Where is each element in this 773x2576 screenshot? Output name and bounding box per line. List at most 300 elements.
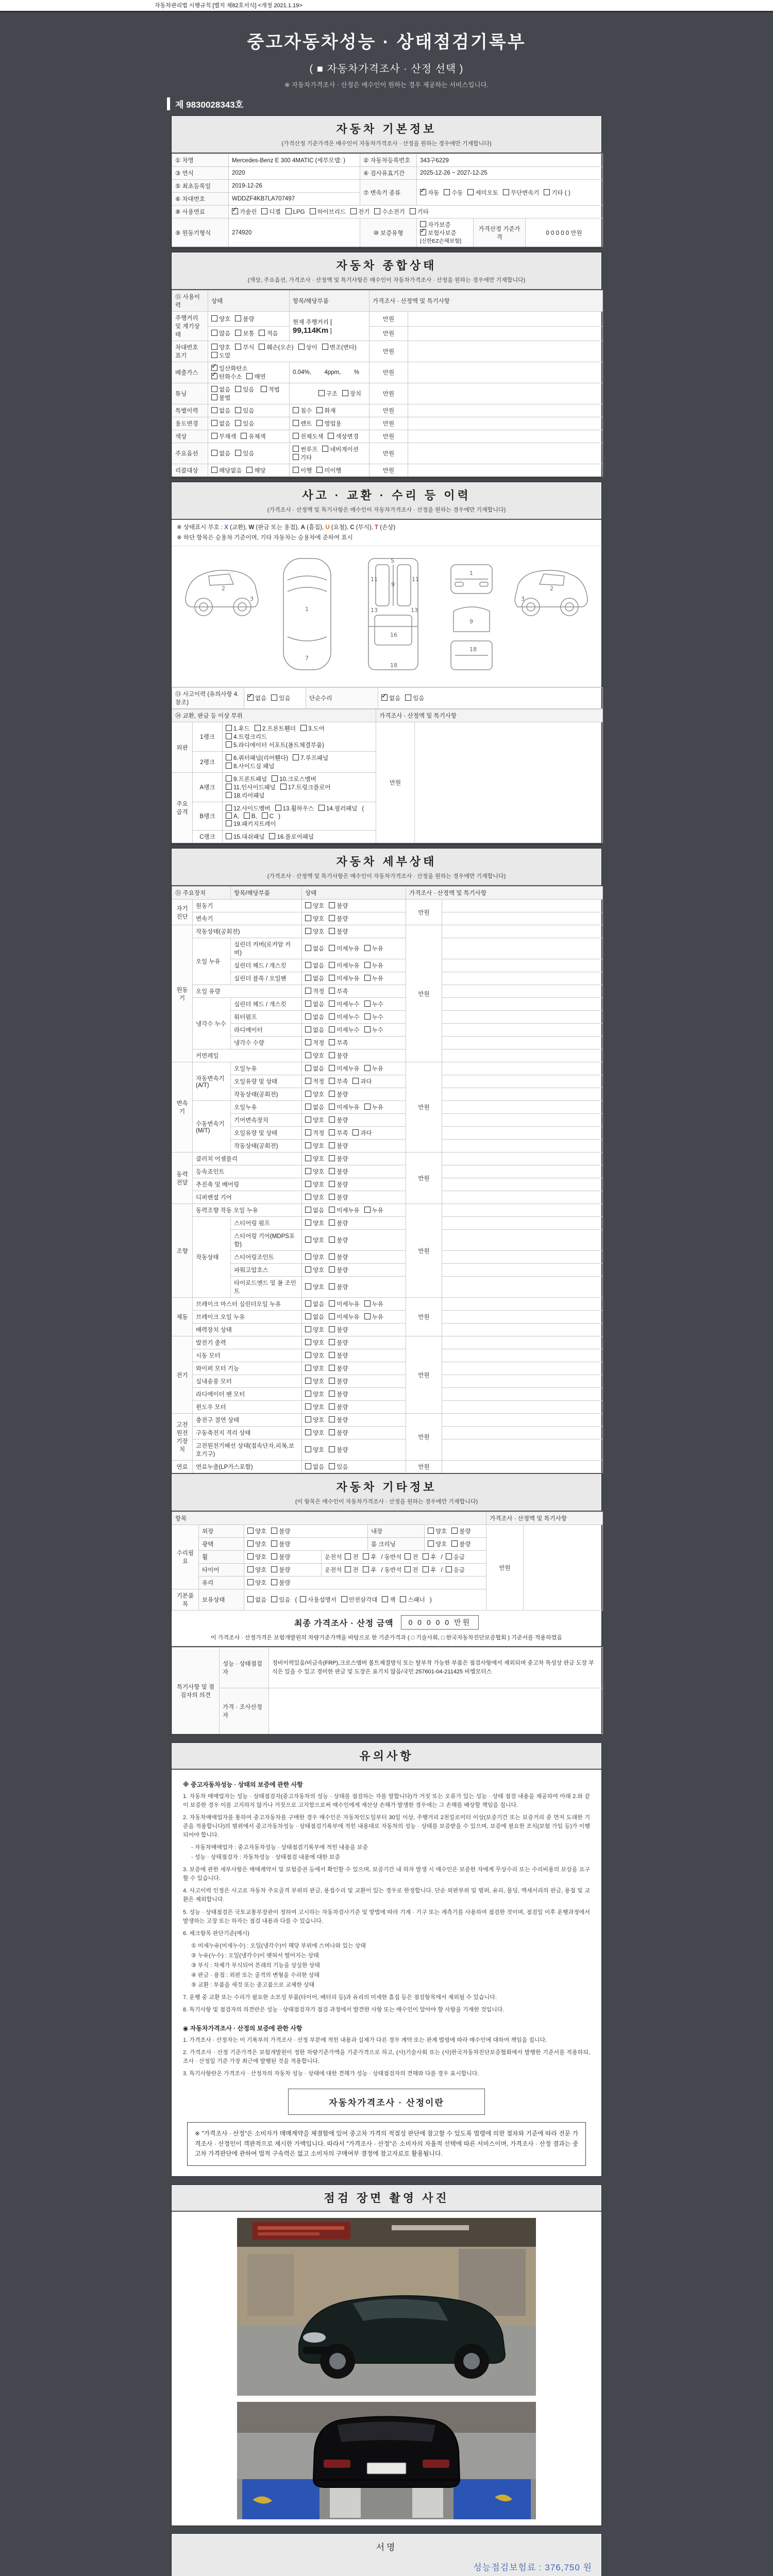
state-options: [302, 1140, 406, 1153]
diagram-number: 5: [391, 557, 394, 564]
option-label: 14.필러패널: [326, 806, 358, 812]
checkbox[interactable]: [305, 1313, 311, 1319]
checkbox[interactable]: [364, 1207, 371, 1213]
checkbox[interactable]: [329, 1065, 335, 1071]
checkbox[interactable]: [305, 1039, 311, 1045]
checkbox[interactable]: [305, 1253, 311, 1260]
checkbox[interactable]: [305, 1236, 311, 1243]
checkbox[interactable]: [405, 1553, 411, 1560]
option: [364, 1064, 383, 1073]
checkbox[interactable]: [305, 988, 311, 994]
checkbox[interactable]: [329, 928, 335, 934]
remark-blank: [442, 1165, 603, 1178]
option-label: 부족: [337, 1130, 348, 1137]
option-label: 있음: [243, 408, 255, 414]
notice-price-item: 3. 특기사항란은 가격조사 · 산정자의 자동차 성능 · 상태에 대한 견해가 성능 · 상태점검자의 견해와 다를 경우 표시합니다.: [183, 2071, 479, 2077]
checkbox[interactable]: [329, 1416, 335, 1422]
inspection-photo-rear: [237, 2402, 536, 2519]
color-label: 색상: [172, 430, 208, 443]
checkbox[interactable]: [329, 1339, 335, 1345]
checkbox[interactable]: [259, 344, 265, 350]
checkbox[interactable]: [235, 386, 241, 392]
checkbox[interactable]: [305, 915, 311, 921]
option-label: 불량: [279, 1580, 291, 1586]
checkbox[interactable]: [300, 1596, 306, 1602]
checkbox[interactable]: [446, 1553, 452, 1560]
checkbox[interactable]: [305, 1116, 311, 1123]
rank-parts-line: [226, 775, 373, 791]
table-row: [172, 417, 603, 430]
checkbox[interactable]: [329, 1078, 335, 1084]
item-label: 변속기: [193, 912, 302, 925]
checkbox[interactable]: [322, 446, 328, 452]
option: [305, 944, 324, 953]
accident-history-label: ⑬ 사고이력 (유의사항 4.참조): [172, 688, 244, 709]
checkbox[interactable]: [241, 433, 247, 439]
checkbox[interactable]: [305, 1266, 311, 1273]
section-photos-title: 점검 장면 촬영 사진: [324, 2191, 449, 2205]
signature-section: [171, 2533, 602, 2576]
checkbox[interactable]: [226, 812, 232, 819]
checkbox[interactable]: [305, 1013, 311, 1020]
checkbox[interactable]: [305, 1207, 311, 1213]
detail-row: [172, 1414, 603, 1427]
checkbox[interactable]: [247, 1596, 254, 1602]
checkbox[interactable]: [381, 694, 388, 701]
checkbox[interactable]: [329, 988, 335, 994]
checkbox[interactable]: [322, 344, 328, 350]
checkbox[interactable]: [305, 1078, 311, 1084]
part-label: 라디에이터: [231, 1024, 302, 1037]
checkbox[interactable]: [329, 1026, 335, 1032]
checkbox[interactable]: [247, 694, 254, 701]
section-accident-subtitle: (가격조사 · 산정액 및 특기사항은 매수인이 자동차가격조사 · 산정을 원하는 경우에만 기재합니다): [267, 507, 506, 513]
checkbox[interactable]: [226, 725, 232, 731]
checkbox[interactable]: [329, 1129, 335, 1136]
item-label: 클러치 어셈블리: [193, 1153, 302, 1165]
checkbox[interactable]: [305, 962, 311, 968]
col-state: 상태: [208, 291, 290, 312]
remark-blank: [442, 1264, 603, 1277]
checkbox[interactable]: [235, 450, 241, 456]
checkbox[interactable]: [305, 1446, 311, 1452]
checkbox[interactable]: [364, 1300, 371, 1307]
option-label: 미세누유: [337, 1208, 360, 1214]
recall-label: 리콜대상: [172, 464, 208, 478]
checkbox[interactable]: [305, 928, 311, 934]
option: [423, 1566, 436, 1574]
checkbox[interactable]: [293, 420, 299, 426]
checkbox[interactable]: [246, 467, 253, 473]
checkbox[interactable]: [444, 189, 450, 195]
checkbox[interactable]: [364, 1104, 371, 1110]
checkbox[interactable]: [451, 1528, 458, 1534]
checkbox[interactable]: [329, 975, 335, 981]
checkbox[interactable]: [271, 1540, 277, 1547]
checkbox[interactable]: [329, 1313, 335, 1319]
checkbox[interactable]: [271, 694, 277, 701]
checkbox[interactable]: [235, 407, 241, 413]
option: [352, 1077, 372, 1086]
checkbox[interactable]: [342, 390, 348, 396]
checkbox[interactable]: [329, 1300, 335, 1307]
checkbox[interactable]: [211, 467, 217, 473]
checkbox[interactable]: [329, 1181, 335, 1187]
checkbox[interactable]: [226, 784, 232, 790]
state-options: [302, 1427, 406, 1439]
checkbox[interactable]: [305, 1129, 311, 1136]
checkbox[interactable]: [329, 1142, 335, 1148]
checkbox[interactable]: [226, 775, 232, 782]
notice-subitem: ③ 부식 : 차체가 부식되어 본래의 기능을 상실한 상태: [191, 1962, 320, 1969]
checkbox[interactable]: [305, 1181, 311, 1187]
checkbox[interactable]: [305, 1283, 311, 1290]
checkbox[interactable]: [211, 407, 217, 413]
checkbox[interactable]: [329, 1352, 335, 1358]
remark-blank: [442, 1140, 603, 1153]
checkbox[interactable]: [293, 754, 299, 760]
checkbox[interactable]: [261, 386, 267, 392]
rank-parts: [223, 831, 376, 844]
item-label: 윈도우 모터: [193, 1401, 302, 1414]
option-label: 불량: [459, 1541, 471, 1548]
checkbox[interactable]: [271, 1528, 277, 1534]
checkbox[interactable]: [329, 1052, 335, 1058]
checkbox[interactable]: [271, 1579, 277, 1585]
checkbox[interactable]: [305, 1365, 311, 1371]
checkbox[interactable]: [428, 1540, 434, 1547]
checkbox[interactable]: [305, 1065, 311, 1071]
option: [305, 1390, 324, 1398]
checkbox[interactable]: [451, 1540, 458, 1547]
checkbox[interactable]: [269, 833, 275, 839]
item-label: 작동상태(공회전): [193, 925, 302, 938]
checkbox[interactable]: [363, 1566, 369, 1572]
col-item: 항목/해당부품: [290, 291, 369, 312]
checkbox[interactable]: [293, 433, 299, 439]
section-accident-history: [171, 482, 602, 844]
option-label: 불법: [219, 395, 231, 401]
checkbox[interactable]: [467, 189, 474, 195]
checkbox[interactable]: [364, 1001, 371, 1007]
option-label: 불량: [337, 916, 348, 922]
option-label: 적법: [268, 387, 280, 393]
checkbox[interactable]: [305, 1155, 311, 1161]
checkbox[interactable]: [328, 433, 334, 439]
checkbox[interactable]: [235, 315, 241, 321]
checkbox[interactable]: [329, 1403, 335, 1410]
checkbox[interactable]: [329, 1155, 335, 1161]
checkbox[interactable]: [305, 1026, 311, 1032]
checkbox[interactable]: [423, 1566, 429, 1572]
checkbox[interactable]: [246, 373, 253, 379]
checkbox[interactable]: [305, 1168, 311, 1174]
checkbox[interactable]: [544, 189, 550, 195]
checkbox[interactable]: [318, 390, 325, 396]
checkbox[interactable]: [226, 805, 232, 811]
checkbox[interactable]: [271, 1553, 277, 1560]
checkbox[interactable]: [329, 902, 335, 908]
remarks-group-label: 특기사항 및 점검자의 의견: [172, 1648, 220, 1734]
checkbox[interactable]: [341, 1596, 347, 1602]
option-label: 렌트: [300, 421, 312, 427]
checkbox[interactable]: [305, 1142, 311, 1148]
option: [298, 343, 317, 351]
base-price-value: 0 0 0 0 0 만원: [526, 218, 603, 248]
price-cell: 만원: [369, 417, 408, 430]
checkbox[interactable]: [293, 446, 299, 452]
checkbox[interactable]: [345, 1566, 351, 1572]
mileage-prefix: 현재 주행거리 [: [293, 319, 332, 326]
checkbox[interactable]: [364, 1313, 371, 1319]
checkbox[interactable]: [329, 1207, 335, 1213]
option-label: 누유: [372, 963, 383, 969]
checkbox[interactable]: [305, 1326, 311, 1332]
damage-code-legend: [172, 520, 601, 532]
table-row: [172, 1648, 603, 1688]
diagram-number: 2: [550, 585, 553, 592]
checkbox[interactable]: [329, 1365, 335, 1371]
checkbox[interactable]: [345, 1553, 351, 1560]
option: [329, 1000, 359, 1008]
checkbox[interactable]: [329, 1429, 335, 1435]
checkbox[interactable]: [329, 962, 335, 968]
checkbox[interactable]: [405, 1566, 411, 1572]
option: [305, 1129, 324, 1137]
checkbox[interactable]: [305, 975, 311, 981]
option: [305, 1313, 324, 1321]
checkbox[interactable]: [374, 208, 380, 214]
checkbox[interactable]: [271, 1566, 277, 1572]
checkbox[interactable]: [329, 945, 335, 951]
checkbox[interactable]: [247, 1553, 254, 1560]
checkbox[interactable]: [247, 1528, 254, 1534]
checkbox[interactable]: [364, 1013, 371, 1020]
checkbox[interactable]: [244, 812, 250, 819]
checkbox[interactable]: [329, 1039, 335, 1045]
checkbox[interactable]: [235, 330, 241, 336]
option: [381, 694, 400, 702]
detail-row: [172, 1375, 603, 1388]
checkbox[interactable]: [329, 1326, 335, 1332]
checkbox[interactable]: [211, 373, 217, 379]
option: [305, 1116, 324, 1124]
detail-row: [172, 1191, 603, 1204]
checkbox[interactable]: [305, 1403, 311, 1410]
checkbox[interactable]: [300, 725, 307, 731]
checkbox[interactable]: [316, 420, 323, 426]
device-group-label: 조향: [172, 1204, 193, 1298]
checkbox[interactable]: [255, 725, 261, 731]
checkbox[interactable]: [316, 467, 323, 473]
checkbox[interactable]: [305, 902, 311, 908]
checkbox[interactable]: [305, 945, 311, 951]
checkbox[interactable]: [305, 1219, 311, 1226]
checkbox[interactable]: [211, 433, 217, 439]
checkbox[interactable]: [503, 189, 509, 195]
checkbox[interactable]: [280, 784, 287, 790]
checkbox[interactable]: [247, 1566, 254, 1572]
option-label: 없음: [313, 1464, 325, 1470]
option-label: 부족: [337, 1040, 348, 1046]
recall-options-1: [208, 464, 290, 478]
checkbox[interactable]: [329, 1013, 335, 1020]
checkbox[interactable]: [400, 1596, 406, 1602]
item-label: 추진축 및 베어링: [193, 1178, 302, 1191]
remark-blank: [415, 722, 603, 844]
checkbox[interactable]: [211, 330, 217, 336]
checkbox[interactable]: [211, 420, 217, 426]
checkbox[interactable]: [329, 1266, 335, 1273]
checkbox[interactable]: [226, 792, 232, 798]
checkbox[interactable]: [211, 315, 217, 321]
option-label: 4.트렁크리드: [233, 734, 267, 740]
checkbox[interactable]: [305, 1429, 311, 1435]
checkbox[interactable]: [352, 1078, 359, 1084]
checkbox[interactable]: [226, 820, 232, 826]
checkbox[interactable]: [235, 344, 241, 350]
option: [246, 466, 265, 474]
checkbox[interactable]: [352, 1129, 359, 1136]
checkbox[interactable]: [211, 386, 217, 392]
checkbox[interactable]: [410, 208, 416, 214]
checkbox[interactable]: [211, 352, 217, 358]
checkbox[interactable]: [293, 454, 299, 460]
checkbox[interactable]: [226, 833, 232, 839]
option: [293, 432, 323, 440]
checkbox[interactable]: [329, 1253, 335, 1260]
device-group-label: 동력전달: [172, 1153, 193, 1204]
option-label: 양호: [313, 1353, 325, 1359]
checkbox[interactable]: [259, 330, 265, 336]
option-label: 양호: [313, 1117, 325, 1124]
checkbox[interactable]: [247, 1540, 254, 1547]
checkbox[interactable]: [272, 775, 278, 782]
checkbox[interactable]: [305, 1416, 311, 1422]
checkbox[interactable]: [420, 229, 426, 235]
checkbox[interactable]: [428, 1528, 434, 1534]
table-row: [172, 464, 603, 478]
checkbox[interactable]: [329, 1463, 335, 1469]
checkbox[interactable]: [329, 1391, 335, 1397]
checkbox[interactable]: [305, 1194, 311, 1200]
checkbox[interactable]: [226, 762, 232, 769]
checkbox[interactable]: [310, 208, 316, 214]
checkbox[interactable]: [382, 1596, 388, 1602]
option-label: 없음: [313, 976, 325, 982]
checkbox[interactable]: [305, 1339, 311, 1345]
checkbox[interactable]: [364, 975, 371, 981]
checkbox[interactable]: [305, 1463, 311, 1469]
checkbox[interactable]: [262, 812, 268, 819]
checkbox[interactable]: [364, 962, 371, 968]
checkbox[interactable]: [247, 1579, 254, 1585]
checkbox[interactable]: [305, 1352, 311, 1358]
checkbox[interactable]: [275, 805, 281, 811]
option-text: / 동반석: [381, 1554, 402, 1561]
checkbox[interactable]: [329, 915, 335, 921]
option-label: 누수: [372, 1002, 383, 1008]
checkbox[interactable]: [364, 945, 371, 951]
checkbox[interactable]: [363, 1553, 369, 1560]
legend-prefix: ※ 상태표시 부호 :: [177, 524, 223, 531]
checkbox[interactable]: [261, 208, 267, 214]
checkbox[interactable]: [211, 394, 217, 400]
detail-row: [172, 1153, 603, 1165]
checkbox[interactable]: [232, 208, 238, 214]
wheel-label: 휠: [199, 1551, 244, 1564]
checkbox[interactable]: [423, 1553, 429, 1560]
checkbox[interactable]: [329, 1168, 335, 1174]
rank-parts-line: [226, 804, 373, 820]
checkbox[interactable]: [329, 1001, 335, 1007]
checkbox[interactable]: [364, 1065, 371, 1071]
checkbox[interactable]: [329, 1236, 335, 1243]
checkbox[interactable]: [329, 1219, 335, 1226]
checkbox[interactable]: [329, 1194, 335, 1200]
checkbox[interactable]: [226, 754, 232, 760]
option: [503, 189, 540, 197]
option-label: 불량: [337, 1417, 348, 1423]
checkbox[interactable]: [446, 1566, 452, 1572]
checkbox[interactable]: [364, 1026, 371, 1032]
checkbox[interactable]: [305, 1052, 311, 1058]
checkbox[interactable]: [329, 1378, 335, 1384]
checkbox[interactable]: [211, 450, 217, 456]
checkbox[interactable]: [305, 1001, 311, 1007]
checkbox[interactable]: [211, 344, 217, 350]
color-options-1: [208, 430, 290, 443]
checkbox[interactable]: [329, 1283, 335, 1290]
checkbox[interactable]: [405, 694, 411, 701]
option-label: 8.사이드실 패널: [233, 764, 275, 770]
checkbox[interactable]: [305, 1300, 311, 1307]
item-label: 라디에이터 팬 모터: [193, 1388, 302, 1401]
checkbox[interactable]: [235, 420, 241, 426]
option-label: 전: [352, 1567, 359, 1573]
checkbox[interactable]: [293, 407, 299, 413]
checkbox[interactable]: [329, 1116, 335, 1123]
detail-row: [172, 1349, 603, 1362]
option-label: 불량: [279, 1529, 291, 1535]
checkbox[interactable]: [305, 1104, 311, 1110]
rank-row: [172, 722, 603, 752]
checkbox[interactable]: [305, 1378, 311, 1384]
checkbox[interactable]: [226, 733, 232, 739]
checkbox[interactable]: [305, 1391, 311, 1397]
checkbox[interactable]: [298, 344, 305, 350]
detail-row: [172, 1114, 603, 1127]
checkbox[interactable]: [318, 805, 325, 811]
checkbox[interactable]: [271, 1596, 277, 1602]
table-row: [172, 312, 603, 327]
checkbox[interactable]: [316, 407, 323, 413]
option: [244, 812, 257, 820]
option-label: 없음: [313, 1105, 325, 1111]
diagram-number: 18: [469, 646, 477, 653]
option: [364, 1313, 383, 1321]
checkbox[interactable]: [226, 741, 232, 748]
checkbox[interactable]: [329, 1446, 335, 1452]
state-options: [302, 1298, 406, 1311]
checkbox[interactable]: [350, 208, 357, 214]
checkbox[interactable]: [420, 189, 426, 195]
checkbox[interactable]: [285, 208, 292, 214]
checkbox[interactable]: [329, 1091, 335, 1097]
checkbox[interactable]: [305, 1091, 311, 1097]
checkbox[interactable]: [329, 1104, 335, 1110]
checkbox[interactable]: [293, 467, 299, 473]
